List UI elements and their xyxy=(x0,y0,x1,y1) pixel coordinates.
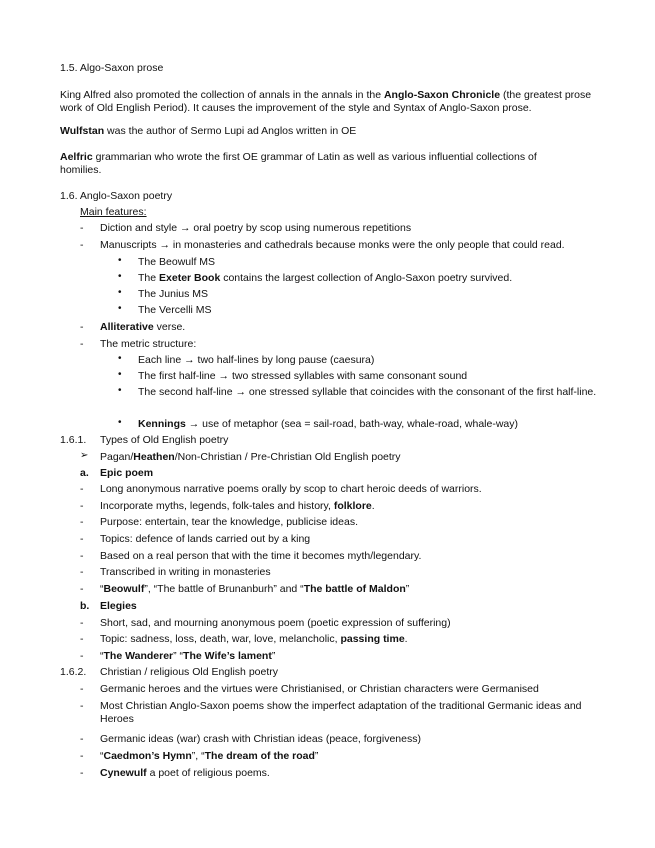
elegy-item-examples xyxy=(100,650,645,663)
dash-bullet: - xyxy=(80,700,84,712)
subsection-title-types: Types of Old English poetry xyxy=(100,434,229,446)
text-run: a poet of religious poems. xyxy=(146,767,270,779)
text-run: The dream of the road xyxy=(204,750,315,762)
text-run: The Vercelli MS xyxy=(138,304,212,316)
feature-manuscripts xyxy=(100,239,645,252)
text-run: ”, “ xyxy=(191,750,205,762)
list-letter-a: a. xyxy=(80,467,89,479)
text-run: The xyxy=(138,272,160,284)
dash-bullet: - xyxy=(80,483,84,495)
christian-item-cynewulf xyxy=(100,767,645,780)
subsection-number-types: 1.6.1. xyxy=(60,434,87,446)
epic-item-narrative xyxy=(100,483,645,496)
text-run: “ xyxy=(100,650,104,662)
section-heading-poetry: 1.6. Anglo-Saxon poetry xyxy=(60,190,173,202)
text-run: Based on a real person that with the time it becomes myth/legendary. xyxy=(100,550,422,562)
dash-bullet: - xyxy=(80,338,84,350)
round-bullet: • xyxy=(118,353,122,364)
text-run: Caedmon’s Hymn xyxy=(103,750,192,762)
christian-item-ideas xyxy=(100,733,645,746)
metric-second-half xyxy=(138,386,600,399)
text-run: The second half-line → one stressed syllable that coincides with the consonant of the first half-line. xyxy=(138,386,597,398)
paragraph-alfred xyxy=(60,89,600,115)
feature-diction xyxy=(100,222,645,235)
dash-bullet: - xyxy=(80,222,84,234)
dash-bullet: - xyxy=(80,239,84,251)
text-run: Diction and style → oral poetry by scop using numerous repetitions xyxy=(100,222,412,234)
feature-metric xyxy=(100,338,645,351)
christian-item-examples xyxy=(100,750,645,763)
text-run: Pagan/ xyxy=(100,451,134,463)
subsection-number-christian: 1.6.2. xyxy=(60,666,87,678)
text-run: ” “ xyxy=(173,650,184,662)
text-run: ” xyxy=(271,650,276,662)
dash-bullet: - xyxy=(80,650,84,662)
text-run: “ xyxy=(100,583,104,595)
dash-bullet: - xyxy=(80,566,84,578)
text-run: The Wife’s lament xyxy=(183,650,272,662)
text-run: Heathen xyxy=(133,451,175,463)
christian-item-heroes xyxy=(100,683,645,696)
text-run: Cynewulf xyxy=(100,767,147,779)
text-run: (the greatest prose work of Old English Period). It causes the improvement of the style and Syntax of Anglo-Saxon prose. xyxy=(60,89,592,114)
metric-first-half xyxy=(138,370,655,383)
epic-item-examples xyxy=(100,583,645,596)
text-run: Most Christian Anglo-Saxon poems show the imperfect adaptation of the traditional Germanic ideas and Heroes xyxy=(100,700,582,725)
text-run: folklore xyxy=(333,500,372,512)
paragraph-aelfric xyxy=(60,151,560,177)
feature-alliterative xyxy=(100,321,645,334)
round-bullet: • xyxy=(118,255,122,266)
manuscript-beowulf xyxy=(138,256,655,269)
text-run: Each line → two half-lines by long pause (caesura) xyxy=(138,354,375,366)
text-run: Short, sad, and mourning anonymous poem (poetic expression of suffering) xyxy=(100,617,451,629)
epic-poem-heading: Epic poem xyxy=(100,467,154,479)
manuscript-exeter xyxy=(138,272,655,285)
text-run: contains the largest collection of Anglo-Saxon poetry survived. xyxy=(220,272,513,284)
section-heading-prose: 1.5. Algo-Saxon prose xyxy=(60,62,164,74)
text-run: grammarian who wrote the first OE grammar of Latin as well as various influential collections of homilies. xyxy=(60,151,537,176)
dash-bullet: - xyxy=(80,733,84,745)
text-run: Germanic ideas (war) crash with Christian ideas (peace, forgiveness) xyxy=(100,733,421,745)
text-run: Manuscripts → in monasteries and cathedrals because monks were the only people that could read. xyxy=(100,239,565,251)
text-run: The Junius MS xyxy=(138,288,209,300)
epic-item-transcribed xyxy=(100,566,645,579)
list-letter-b: b. xyxy=(80,600,90,612)
text-run: ” xyxy=(405,583,410,595)
text-run: The Beowulf MS xyxy=(138,256,216,268)
text-run: Kennings xyxy=(138,418,186,430)
christian-item-adaptation xyxy=(100,700,590,726)
text-run: Beowulf xyxy=(103,583,145,595)
round-bullet: • xyxy=(118,417,122,428)
elegy-item-short xyxy=(100,617,645,630)
dash-bullet: - xyxy=(80,633,84,645)
arrow-bullet: ➢ xyxy=(80,450,89,461)
round-bullet: • xyxy=(118,369,122,380)
main-features-label: Main features: xyxy=(80,206,147,218)
text-run: . xyxy=(404,633,408,645)
round-bullet: • xyxy=(118,287,122,298)
text-run: The Wanderer xyxy=(103,650,174,662)
text-run: verse. xyxy=(153,321,186,333)
text-run: Alliterative xyxy=(100,321,154,333)
manuscript-vercelli xyxy=(138,304,655,317)
manuscript-junius xyxy=(138,288,655,301)
metric-each-line xyxy=(138,354,655,367)
dash-bullet: - xyxy=(80,767,84,779)
text-run: was the author of Sermo Lupi ad Anglos written in OE xyxy=(104,125,357,137)
epic-item-topics xyxy=(100,533,645,546)
text-run: Wulfstan xyxy=(60,125,105,137)
text-run: Incorporate myths, legends, folk-tales and history, xyxy=(100,500,334,512)
round-bullet: • xyxy=(118,303,122,314)
dash-bullet: - xyxy=(80,550,84,562)
dash-bullet: - xyxy=(80,617,84,629)
text-run: The metric structure: xyxy=(100,338,197,350)
dash-bullet: - xyxy=(80,321,84,333)
text-run: The first half-line → two stressed syllables with same consonant sound xyxy=(138,370,468,382)
pagan-heading xyxy=(100,451,645,464)
elegy-item-topic xyxy=(100,633,645,646)
text-run: passing time xyxy=(340,633,405,645)
text-run: The battle of Maldon xyxy=(303,583,406,595)
text-run: Topic: sadness, loss, death, war, love, melancholic, xyxy=(100,633,341,645)
text-run: → use of metaphor (sea = sail-road, bath-way, whale-road, whale-way) xyxy=(185,418,519,430)
elegies-heading: Elegies xyxy=(100,600,137,612)
text-run: Germanic heroes and the virtues were Christianised, or Christian characters were Germanised xyxy=(100,683,539,695)
text-run: “ xyxy=(100,750,104,762)
dash-bullet: - xyxy=(80,683,84,695)
text-run: . xyxy=(371,500,375,512)
dash-bullet: - xyxy=(80,533,84,545)
text-run: Anglo-Saxon Chronicle xyxy=(383,89,501,101)
dash-bullet: - xyxy=(80,750,84,762)
round-bullet: • xyxy=(118,385,122,396)
text-run: ”, “The battle of Brunanburh” and “ xyxy=(144,583,304,595)
subsection-title-christian: Christian / religious Old English poetry xyxy=(100,666,278,678)
metric-kennings xyxy=(138,418,655,431)
text-run: Aelfric xyxy=(60,151,93,163)
text-run: Long anonymous narrative poems orally by scop to chart heroic deeds of warriors. xyxy=(100,483,482,495)
paragraph-wulfstan xyxy=(60,125,605,138)
epic-item-purpose xyxy=(100,516,645,529)
epic-item-myths xyxy=(100,500,645,513)
text-run: /Non-Christian / Pre-Christian Old English poetry xyxy=(174,451,401,463)
round-bullet: • xyxy=(118,271,122,282)
dash-bullet: - xyxy=(80,583,84,595)
dash-bullet: - xyxy=(80,516,84,528)
text-run: King Alfred also promoted the collection of annals in the annals in the xyxy=(60,89,384,101)
dash-bullet: - xyxy=(80,500,84,512)
text-run: Topics: defence of lands carried out by a king xyxy=(100,533,311,545)
text-run: ” xyxy=(314,750,319,762)
text-run: Transcribed in writing in monasteries xyxy=(100,566,271,578)
epic-item-real-person xyxy=(100,550,645,563)
text-run: Purpose: entertain, tear the knowledge, publicise ideas. xyxy=(100,516,358,528)
text-run: Exeter Book xyxy=(159,272,221,284)
